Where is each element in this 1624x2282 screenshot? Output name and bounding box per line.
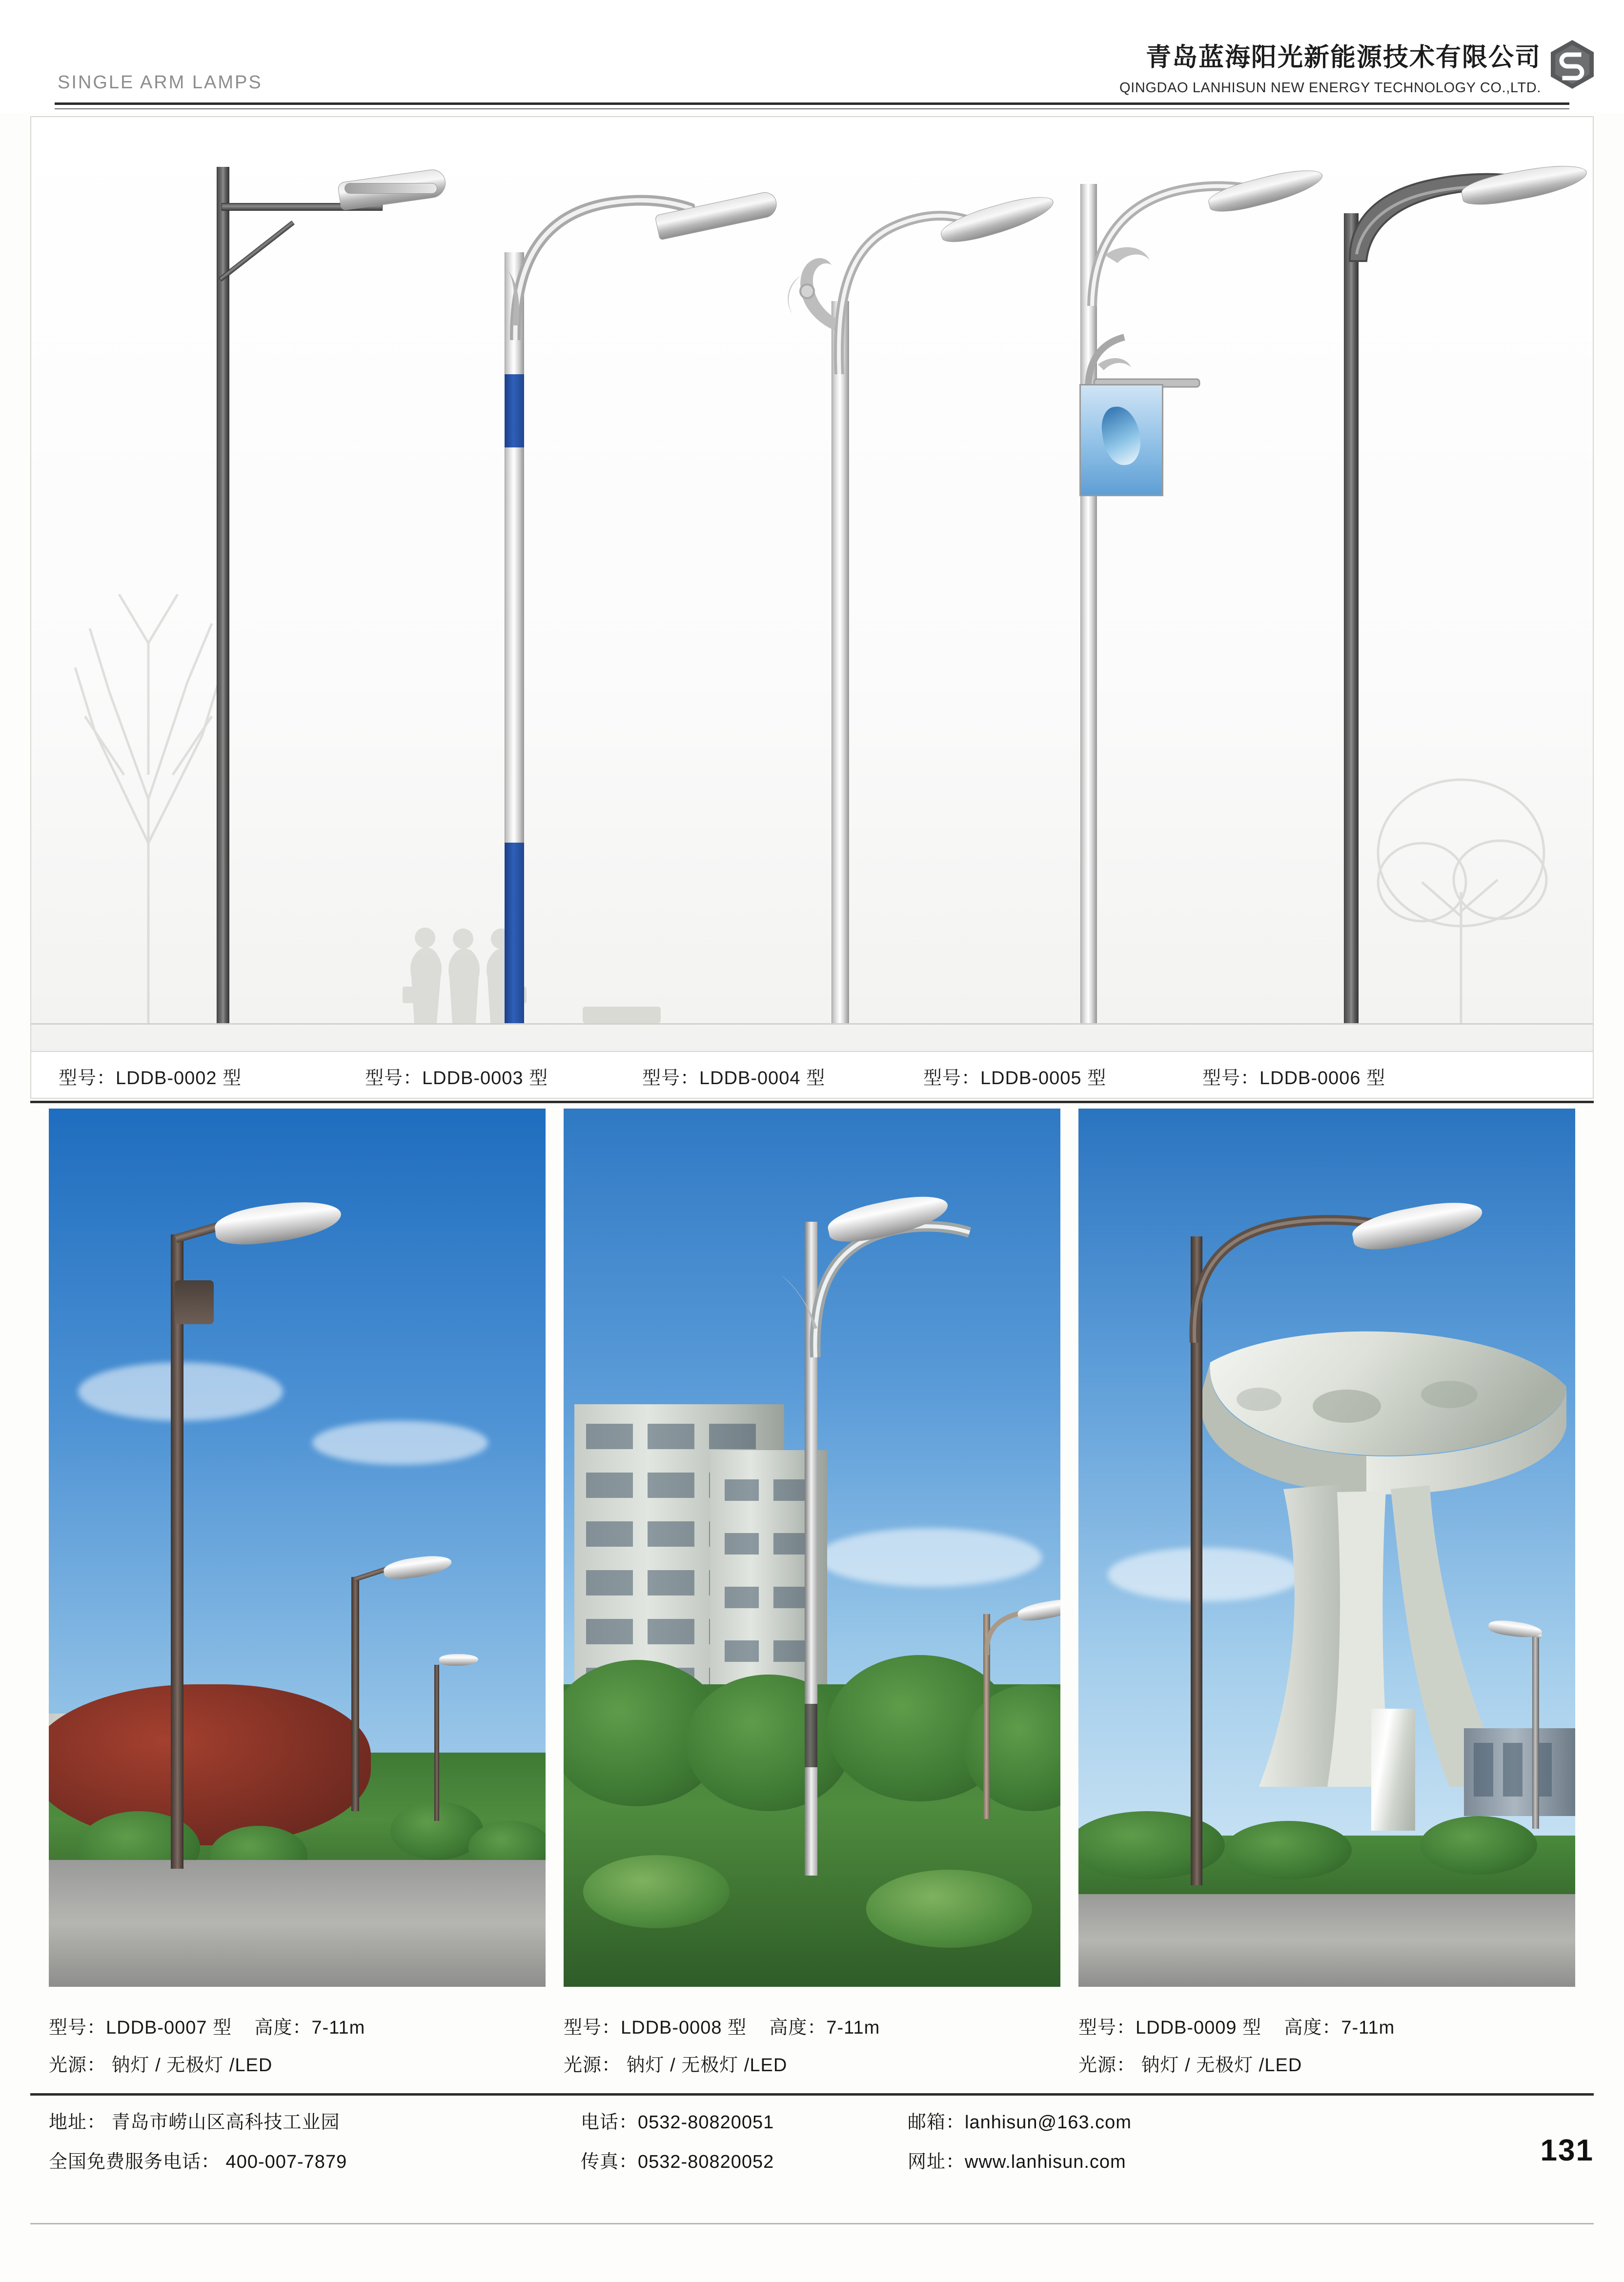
building-window	[586, 1570, 633, 1595]
caption-model-0007: 型号：LDDB-0007 型 高度：7-11m	[49, 2018, 365, 2038]
roadway	[49, 1860, 546, 1987]
mid-lamp-pole	[351, 1577, 359, 1811]
lamp-pole	[217, 167, 229, 1023]
lamp-figure-0005	[1032, 130, 1334, 1023]
footer-address-column	[49, 2107, 347, 2173]
lamp-figure-0003	[470, 140, 724, 1023]
caption-block-0007	[49, 2012, 365, 2077]
lamp-arm-swept	[1339, 150, 1534, 262]
second-lamp-pole	[1532, 1634, 1539, 1829]
lamp-figure-0004	[753, 155, 1027, 1023]
lamp-pole	[832, 301, 849, 1023]
lamp-pole-accent	[505, 374, 524, 447]
lamp-pole-blue-band	[505, 843, 524, 1023]
footer-phone-column	[581, 2107, 774, 2173]
building-window	[648, 1570, 694, 1595]
caption-lamp-0003: 型号：LDDB-0003 型	[365, 1068, 548, 1089]
building-window	[586, 1473, 633, 1498]
building-window	[773, 1533, 808, 1555]
section-divider-2	[30, 2093, 1594, 2096]
building-window	[1474, 1743, 1493, 1797]
building-window	[773, 1479, 808, 1501]
cloud	[817, 1528, 1042, 1587]
company-name-cn: 青岛蓝海阳光新能源技术有限公司	[1145, 43, 1541, 72]
tree-cluster	[686, 1675, 852, 1811]
footer-website: 网址：www.lanhisun.com	[908, 2152, 1126, 2172]
building-window	[586, 1619, 633, 1644]
white-pillar	[1371, 1709, 1415, 1831]
banner-bracket	[1066, 306, 1212, 394]
company-name-en: QINGDAO LANHISUN NEW ENERGY TECHNOLOGY CO.,LTD.	[1119, 80, 1541, 96]
company-block	[1119, 37, 1541, 96]
footer-fax: 传真：0532-80820052	[581, 2152, 774, 2172]
lawn-shrub	[583, 1855, 730, 1928]
concrete-landmark-structure	[1137, 1304, 1575, 1792]
building-window	[1503, 1743, 1522, 1797]
header-divider	[55, 102, 1569, 105]
lamp-bracket-block	[175, 1280, 214, 1324]
building-window	[648, 1473, 694, 1498]
background-building	[1464, 1728, 1575, 1816]
lamp-figure-0002	[143, 145, 485, 1023]
page-footer	[49, 2107, 1575, 2214]
caption-model-0008: 型号：LDDB-0008 型 高度：7-11m	[564, 2018, 880, 2038]
foreground-lamp-pole	[171, 1234, 183, 1869]
far-lamp-pole	[434, 1665, 439, 1821]
banner-artwork	[1099, 404, 1144, 467]
lawn-shrub	[866, 1870, 1032, 1948]
lamp-head-top-ridge	[345, 183, 437, 194]
photo-lamp-0007	[49, 1109, 546, 1987]
green-shrub	[1225, 1821, 1352, 1879]
building-window	[725, 1640, 759, 1662]
banner-panel	[1079, 384, 1163, 496]
footer-web-column	[908, 2107, 1132, 2173]
caption-source-0009: 光源： 钠灯 / 无极灯 /LED	[1078, 2055, 1302, 2076]
building-window	[648, 1619, 694, 1644]
section-divider-1	[30, 1101, 1594, 1103]
lamp-figure-0006	[1300, 130, 1573, 1023]
caption-lamp-0006: 型号：LDDB-0006 型	[1202, 1068, 1386, 1089]
plaza-pavement	[1078, 1894, 1575, 1987]
caption-source-0008: 光源： 钠灯 / 无极灯 /LED	[564, 2055, 788, 2076]
lamp-brace	[219, 221, 295, 282]
caption-lamp-0004: 型号：LDDB-0004 型	[642, 1068, 826, 1089]
caption-lamp-0002: 型号：LDDB-0002 型	[59, 1068, 242, 1089]
page-header	[0, 0, 1624, 113]
building-window	[725, 1533, 759, 1555]
photo-gallery	[49, 1109, 1575, 2014]
footer-email: 邮箱：lanhisun@163.com	[908, 2112, 1132, 2133]
caption-source-0007: 光源： 钠灯 / 无极灯 /LED	[49, 2055, 273, 2076]
pole-base-cover	[805, 1704, 817, 1767]
photo-lamp-0008	[564, 1109, 1060, 1987]
footer-bottom-rule	[30, 2223, 1594, 2224]
building-window	[586, 1424, 633, 1449]
building-window	[709, 1424, 756, 1449]
caption-block-0009	[1078, 2012, 1395, 2077]
footer-address: 地址： 青岛市崂山区高科技工业园	[49, 2112, 340, 2133]
page-number: 131	[1540, 2134, 1594, 2167]
lamp-arm-curve	[500, 179, 695, 340]
lamp-pole	[1344, 213, 1359, 1023]
hexagon-logo-icon	[1546, 38, 1599, 91]
building-window	[648, 1521, 694, 1547]
foreground-lamp-arm	[1166, 1182, 1391, 1343]
building-window	[586, 1521, 633, 1547]
lamp-lineart-panel	[30, 116, 1594, 1052]
building-window	[773, 1587, 808, 1608]
building-window	[725, 1479, 759, 1501]
footer-telephone: 电话：0532-80820051	[581, 2112, 774, 2133]
cloud	[312, 1421, 488, 1465]
caption-block-0008	[564, 2012, 880, 2077]
footer-hotline: 全国免费服务电话： 400-007-7879	[49, 2152, 347, 2172]
section-label: SINGLE ARM LAMPS	[58, 72, 263, 93]
photo-lamp-0009	[1078, 1109, 1575, 1987]
caption-lamp-0005: 型号：LDDB-0005 型	[923, 1068, 1107, 1089]
lamp-arm-ornate	[773, 179, 978, 374]
photo-caption-row	[49, 2012, 1575, 2090]
building-window	[773, 1640, 808, 1662]
building-window	[725, 1587, 759, 1608]
lineart-caption-strip	[30, 1052, 1594, 1099]
green-shrub	[1420, 1816, 1537, 1875]
ground-line	[31, 1023, 1593, 1025]
caption-model-0009: 型号：LDDB-0009 型 高度：7-11m	[1078, 2018, 1395, 2038]
header-divider-thin	[55, 108, 1569, 109]
building-window	[648, 1424, 694, 1449]
